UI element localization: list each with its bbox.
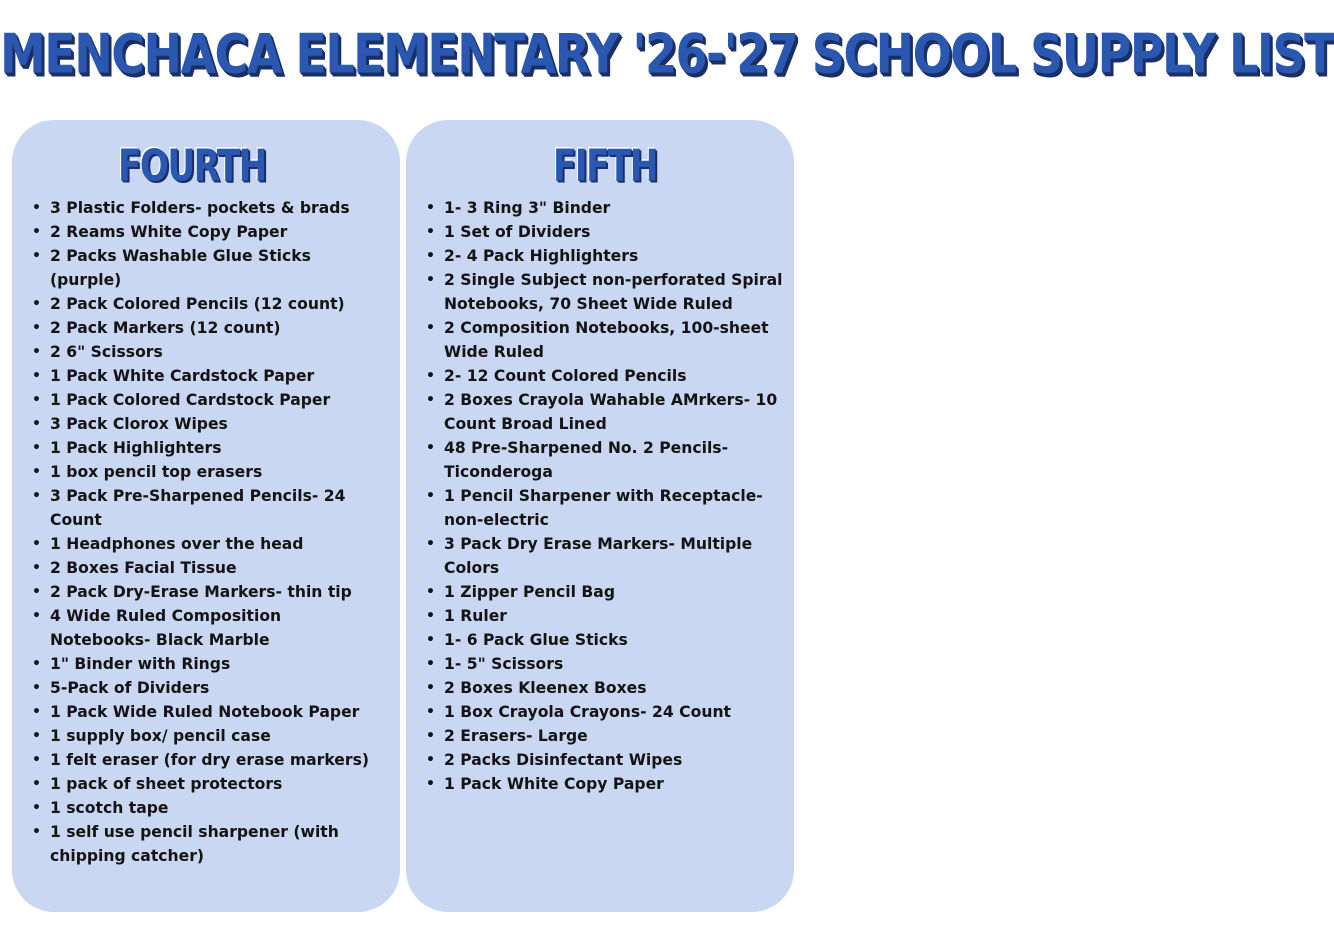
list-item: • 1 felt eraser (for dry erase markers)	[50, 748, 380, 772]
fifth-grade-heading: FIFTH	[553, 140, 657, 191]
list-item: • 2 Pack Markers (12 count)	[50, 316, 380, 340]
list-item: • 2 Boxes Crayola Wahable AMrkers- 10 Count Broad Lined	[444, 388, 784, 436]
list-item: • 1 Headphones over the head	[50, 532, 380, 556]
list-item: • 1- 3 Ring 3" Binder	[444, 196, 784, 220]
list-item: • 2 Composition Notebooks, 100-sheet Wide Ruled	[444, 316, 784, 364]
list-item: • 3 Plastic Folders- pockets & brads	[50, 196, 380, 220]
list-item: • 2 Packs Washable Glue Sticks (purple)	[50, 244, 380, 292]
list-item: • 1 Set of Dividers	[444, 220, 784, 244]
list-item: • 1 supply box/ pencil case	[50, 724, 380, 748]
list-item: • 3 Pack Dry Erase Markers- Multiple Colors	[444, 532, 784, 580]
list-item: • 2- 4 Pack Highlighters	[444, 244, 784, 268]
list-item: • 1 Pack Colored Cardstock Paper	[50, 388, 380, 412]
list-item: • 2 Boxes Kleenex Boxes	[444, 676, 784, 700]
list-item: • 1 Pack Highlighters	[50, 436, 380, 460]
list-item: • 1 Pack Wide Ruled Notebook Paper	[50, 700, 380, 724]
list-item: • 3 Pack Pre-Sharpened Pencils- 24 Count	[50, 484, 380, 532]
list-item: • 2 6" Scissors	[50, 340, 380, 364]
list-item: • 1 pack of sheet protectors	[50, 772, 380, 796]
list-item: • 1- 5" Scissors	[444, 652, 784, 676]
list-item: • 1- 6 Pack Glue Sticks	[444, 628, 784, 652]
list-item: • 1 Ruler	[444, 604, 784, 628]
list-item: • 3 Pack Clorox Wipes	[50, 412, 380, 436]
list-item: • 1 scotch tape	[50, 796, 380, 820]
list-item: • 1 Box Crayola Crayons- 24 Count	[444, 700, 784, 724]
fourth-grade-panel	[12, 120, 400, 912]
list-item: • 2 Reams White Copy Paper	[50, 220, 380, 244]
list-item: • 48 Pre-Sharpened No. 2 Pencils- Ticonderoga	[444, 436, 784, 484]
list-item: • 2 Pack Colored Pencils (12 count)	[50, 292, 380, 316]
fifth-grade-supply-list	[406, 196, 784, 796]
list-item: • 1 Pack White Cardstock Paper	[50, 364, 380, 388]
list-item: • 2 Pack Dry-Erase Markers- thin tip	[50, 580, 380, 604]
list-item: • 4 Wide Ruled Composition Notebooks- Black Marble	[50, 604, 380, 652]
list-item: • 5-Pack of Dividers	[50, 676, 380, 700]
list-item: • 2 Single Subject non-perforated Spiral Notebooks, 70 Sheet Wide Ruled	[444, 268, 784, 316]
list-item: • 2- 12 Count Colored Pencils	[444, 364, 784, 388]
list-item: • 2 Boxes Facial Tissue	[50, 556, 380, 580]
list-item: • 1 Zipper Pencil Bag	[444, 580, 784, 604]
page-title: MENCHACA ELEMENTARY '26-'27 SCHOOL SUPPLY LIST	[0, 22, 1334, 86]
list-item: • 1 self use pencil sharpener (with chipping catcher)	[50, 820, 380, 868]
list-item: • 2 Erasers- Large	[444, 724, 784, 748]
list-item: • 1" Binder with Rings	[50, 652, 380, 676]
fourth-grade-supply-list	[12, 196, 380, 868]
list-item: • 1 Pencil Sharpener with Receptacle- non-electric	[444, 484, 784, 532]
list-item: • 1 box pencil top erasers	[50, 460, 380, 484]
fourth-grade-heading: FOURTH	[118, 140, 266, 191]
list-item: • 2 Packs Disinfectant Wipes	[444, 748, 784, 772]
fifth-grade-panel	[406, 120, 794, 912]
list-item: • 1 Pack White Copy Paper	[444, 772, 784, 796]
